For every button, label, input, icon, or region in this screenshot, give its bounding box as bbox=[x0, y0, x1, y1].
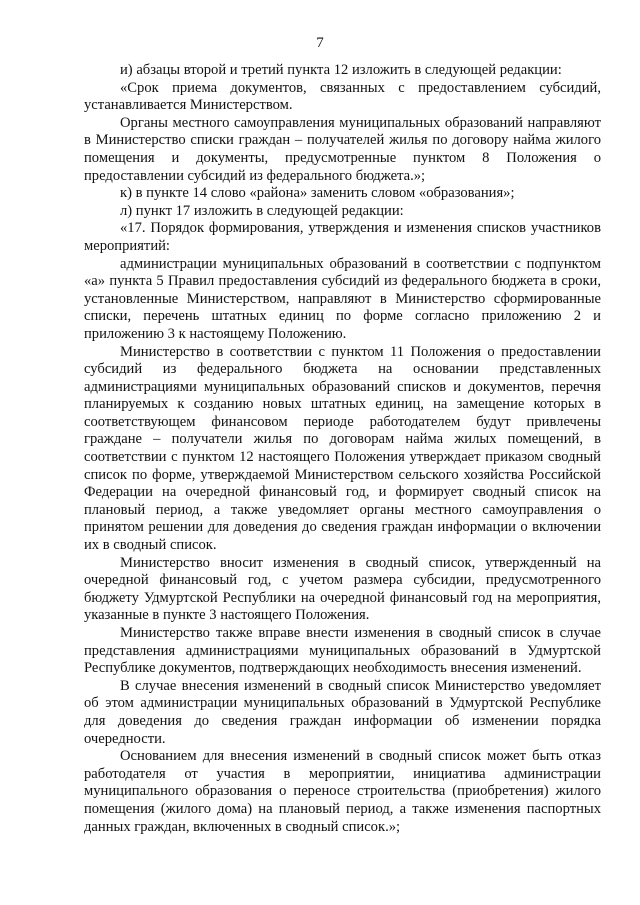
paragraph-ministry-changes: Министерство вносит изменения в сводный список, утвержденный на очередной финансовый год, с учетом размера субсидии, предусмотренного бюджету Удмуртской Республики на очередной финансовый год на мероприятия, указанные в пункте 3 настоящего Положения. bbox=[84, 554, 601, 624]
paragraph-item-k: к) в пункте 14 слово «района» заменить словом «образования»; bbox=[120, 185, 515, 202]
paragraph-ministry-approval: Министерство в соответствии с пунктом 11 Положения о предоставлении субсидий из федерального бюджета на основании представленных администрациями муниципальных образований списков и документов, перечня планируемых к созданию новых штатных единиц, на замещение которых в соответствующем финансовом периоде работодателем будут привлечены граждане – получатели жилья по договорам найма жилых помещений, в соответствии с пунктом 12 настоящего Положения утверждает приказом сводный список по форме, утверждаемой Министерством сельского хозяйства Российской Федерации на очередной финансовый год, и формирует сводный список на плановый период, а также уведомляет органы местного самоуправления о принятом решении для доведения до сведения граждан информации о включении их в сводный список. bbox=[84, 343, 601, 554]
document-body bbox=[84, 62, 601, 836]
page-number: 7 bbox=[316, 35, 324, 51]
paragraph-ministry-right: Министерство также вправе внести изменения в сводный список в случае представления администрациями муниципальных образований в Удмуртской Республике документов, подтверждающих необходимость внесения изменений. bbox=[84, 625, 601, 677]
paragraph-notification: В случае внесения изменений в сводный список Министерство уведомляет об этом администрации муниципальных образований в Удмуртской Республике для доведения до сведения граждан информации об изменении порядка очередности. bbox=[84, 677, 601, 747]
paragraph-document-deadline: «Срок приема документов, связанных с предоставлением субсидий, устанавливается Министерством. bbox=[84, 79, 601, 114]
paragraph-item-l: л) пункт 17 изложить в следующей редакции: bbox=[120, 202, 404, 219]
paragraph-administrations: администрации муниципальных образований в соответствии с подпунктом «а» пункта 5 Правил предоставления субсидий из федерального бюджета в сроки, установленные Министерством, направляют в Министерство сформированные списки, перечень штатных единиц по форме согласно приложению 2 и приложению 3 к настоящему Положению. bbox=[84, 255, 601, 342]
paragraph-grounds: Основанием для внесения изменений в сводный список может быть отказ работодателя от участия в мероприятии, инициатива администрации муниципального образования о переносе строительства (приобретения) жилого помещения (жилого дома) на плановый период, а также изменения паспортных данных граждан, включенных в сводный список.»; bbox=[84, 748, 601, 835]
paragraph-local-authorities: Органы местного самоуправления муниципальных образований направляют в Министерство списки граждан – получателей жилья по договору найма жилого помещения и документы, предусмотренные пунктом 8 Положения о предоставлении субсидий из федерального бюджета.»; bbox=[84, 114, 601, 184]
paragraph-clause-17: «17. Порядок формирования, утверждения и изменения списков участников мероприятий: bbox=[84, 220, 601, 254]
paragraph-item-i: и) абзацы второй и третий пункта 12 изложить в следующей редакции: bbox=[120, 62, 562, 78]
